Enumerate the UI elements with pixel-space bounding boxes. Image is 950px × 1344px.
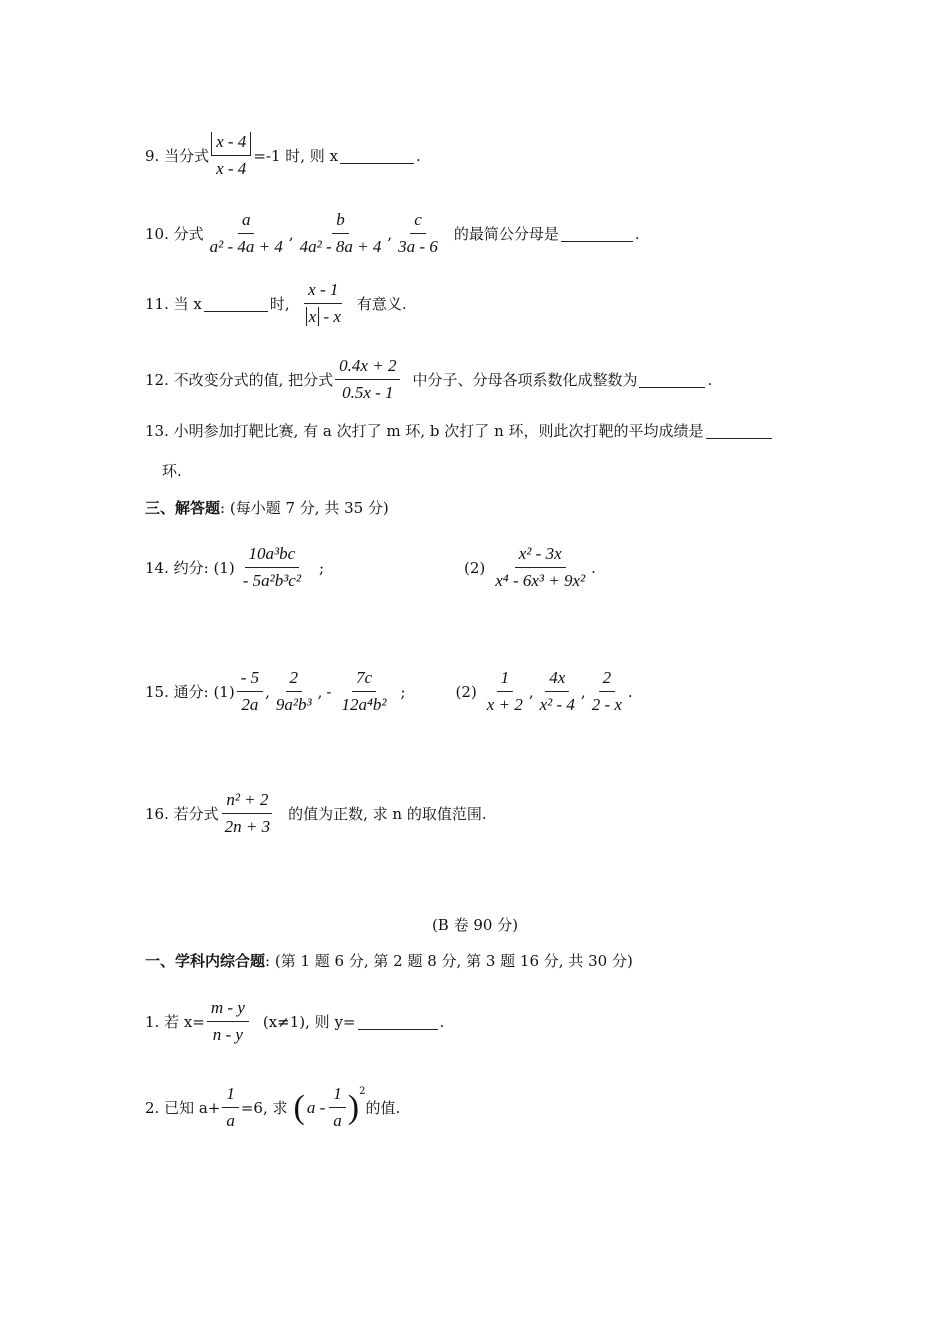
q10-fraction-1: [206, 210, 287, 257]
b2-denominator: a: [226, 1111, 235, 1130]
q11-denominator: [302, 304, 345, 327]
q15-frac-d: [483, 668, 527, 715]
section-b-title: (B 卷 90 分): [431, 916, 519, 934]
section-3-title: 三、解答题: [145, 499, 221, 517]
q12-numerator: 0.4x + 2: [335, 356, 400, 380]
q14-p2-numerator: x² - 3x: [515, 544, 566, 568]
q13-text: 13. 小明参加打靶比赛, 有 a 次打了 m 环, b 次打了 n 环，则此次打靶的平均成绩是: [145, 422, 704, 440]
b2-inner-denominator: a: [333, 1111, 342, 1130]
q15-frac-f: [588, 668, 626, 715]
q12-mid: 中分子、分母各项系数化成整数为: [412, 371, 638, 389]
q15-d-denominator: x + 2: [486, 695, 523, 714]
section-1-note: : (第 1 题 6 分, 第 2 题 8 分, 第 3 题 16 分, 共 30 分): [265, 952, 633, 970]
q14-part1-fraction: [239, 544, 305, 591]
q15-e-numerator: 4x: [545, 668, 569, 692]
q15-f-denominator: 2 - x: [591, 695, 622, 714]
q11-fraction: [302, 280, 345, 327]
q16-end: 的值为正数, 求 n 的取值范围.: [288, 805, 487, 823]
q15-c-denominator: 12a⁴b²: [341, 695, 387, 714]
b1-answer-blank[interactable]: [358, 1013, 438, 1030]
q15-b-numerator: 2: [286, 668, 303, 692]
q12-denominator: 0.5x - 1: [342, 383, 394, 402]
q15-c-numerator: 7c: [352, 668, 376, 692]
section-1-title: 一、学科内综合题: [145, 952, 266, 970]
q15-a-numerator: - 5: [237, 668, 263, 692]
q11-lead: 11. 当 x: [145, 295, 202, 313]
q15-separator: ;: [400, 682, 406, 701]
q14-p2-denominator: x⁴ - 6x³ + 9x²: [495, 571, 586, 590]
q10-answer-blank[interactable]: [561, 225, 633, 242]
section-1-heading: [145, 950, 633, 971]
q9-denominator: x - 4: [216, 159, 247, 178]
b2-right-paren: ): [347, 1088, 360, 1126]
q16-lead: 16. 若分式: [145, 805, 219, 823]
q9-numerator: x - 4: [211, 132, 251, 156]
q15-frac-b: [272, 668, 316, 715]
question-12: [145, 356, 712, 403]
q15-f-numerator: 2: [599, 668, 616, 692]
q10-end: .: [634, 224, 640, 243]
q9-lead: 9. 当分式: [145, 147, 210, 165]
q10-lead: 10. 分式: [145, 225, 204, 243]
b2-lead: 2. 已知 a+: [145, 1099, 221, 1117]
q10-f2-numerator: b: [332, 210, 349, 234]
q10-f3-denominator: 3a - 6: [398, 237, 438, 256]
q14-p1-numerator: 10a³bc: [245, 544, 300, 568]
q10-f1-numerator: a: [238, 210, 255, 234]
section-3-heading: [145, 497, 389, 518]
q13-answer-blank[interactable]: [706, 422, 772, 439]
b2-numerator: 1: [222, 1084, 239, 1108]
question-b2: [145, 1084, 400, 1131]
q14-part2-label: (2): [464, 558, 486, 577]
q11-end: 有意义.: [356, 295, 407, 313]
q11-answer-blank[interactable]: [204, 295, 268, 312]
q16-numerator: n² + 2: [222, 790, 272, 814]
q13-continuation: 环.: [162, 462, 182, 480]
b2-inner-numerator: 1: [329, 1084, 346, 1108]
question-b1: [145, 998, 444, 1045]
question-13: [145, 420, 774, 441]
b2-fraction: [222, 1084, 239, 1131]
b1-end: .: [439, 1012, 445, 1031]
q15-lead: 15. 通分: (1): [145, 683, 235, 701]
q12-fraction: [335, 356, 400, 403]
q15-frac-a: [237, 668, 263, 715]
q12-answer-blank[interactable]: [639, 371, 705, 388]
q15-b-denominator: 9a²b³: [275, 695, 312, 714]
q10-mid: 的最简公分母是: [453, 225, 559, 243]
q11-numerator: x - 1: [304, 280, 342, 304]
q10-fraction-2: [296, 210, 386, 257]
b2-mid: =6, 求: [240, 1099, 288, 1117]
b2-power: 2: [359, 1086, 366, 1097]
q10-fraction-3: [394, 210, 442, 257]
question-10: [145, 210, 640, 257]
b1-lead: 1. 若 x=: [145, 1013, 205, 1031]
b2-inner-fraction: [329, 1084, 346, 1131]
b2-left-paren: (: [293, 1088, 305, 1126]
q9-fraction: [211, 132, 251, 179]
q12-lead: 12. 不改变分式的值, 把分式: [145, 371, 334, 389]
q10-f3-numerator: c: [410, 210, 426, 234]
q11-mid: 时,: [269, 295, 290, 313]
q14-lead: 14. 约分: (1): [145, 559, 235, 577]
q10-comma-1: ,: [288, 224, 294, 243]
question-16: [145, 790, 487, 837]
b1-condition: (x≠1), 则 y=: [262, 1013, 356, 1031]
q9-mid: =-1 时, 则 x: [253, 147, 339, 165]
q15-frac-c: [337, 668, 390, 715]
b1-numerator: m - y: [207, 998, 249, 1022]
q16-denominator: 2n + 3: [224, 817, 271, 836]
question-14: [145, 544, 596, 591]
section-3-note: : (每小题 7 分, 共 35 分): [220, 499, 389, 517]
q15-frac-e: [536, 668, 579, 715]
q14-p1-denominator: - 5a²b³c²: [242, 571, 301, 590]
b2-inner-a: a -: [306, 1097, 326, 1117]
q10-f1-denominator: a² - 4a + 4: [209, 237, 283, 256]
q9-end: .: [416, 146, 421, 165]
q9-answer-blank[interactable]: [340, 147, 414, 164]
q16-fraction: [221, 790, 274, 837]
question-11: [145, 280, 407, 327]
q14-part2-fraction: [491, 544, 589, 591]
q10-f2-denominator: 4a² - 8a + 4: [299, 237, 382, 256]
q15-end: .: [627, 682, 633, 701]
q10-comma-2: ,: [387, 224, 393, 243]
q15-d-numerator: 1: [497, 668, 514, 692]
q15-a-denominator: 2a: [241, 695, 259, 714]
q15-part2-label: (2): [455, 682, 477, 701]
q12-end: .: [707, 370, 713, 389]
q15-c-sign: -: [326, 682, 332, 701]
q14-separator: ;: [318, 558, 325, 577]
b2-end: 的值.: [365, 1099, 401, 1117]
q15-e-denominator: x² - 4: [539, 695, 575, 714]
b1-denominator: n - y: [212, 1025, 243, 1044]
q11-den-abs: x: [306, 307, 320, 326]
question-9: [145, 132, 421, 179]
b1-fraction: [207, 998, 249, 1045]
q14-end: .: [591, 558, 596, 577]
question-15: 15. 通分: (1) $\frac{- 5}{2a}$ , $\frac{2}{\text{9a²b³}}$ , - $\frac{7c}{\text{12a⁴b²}}$ ; (2) $\frac{1}{x + 2}$ , $\frac{4x}{\text{x² - 4}}$ , $\frac{2}{2 - x}$ .: [145, 668, 633, 714]
q11-den-rest: - x: [319, 307, 341, 326]
